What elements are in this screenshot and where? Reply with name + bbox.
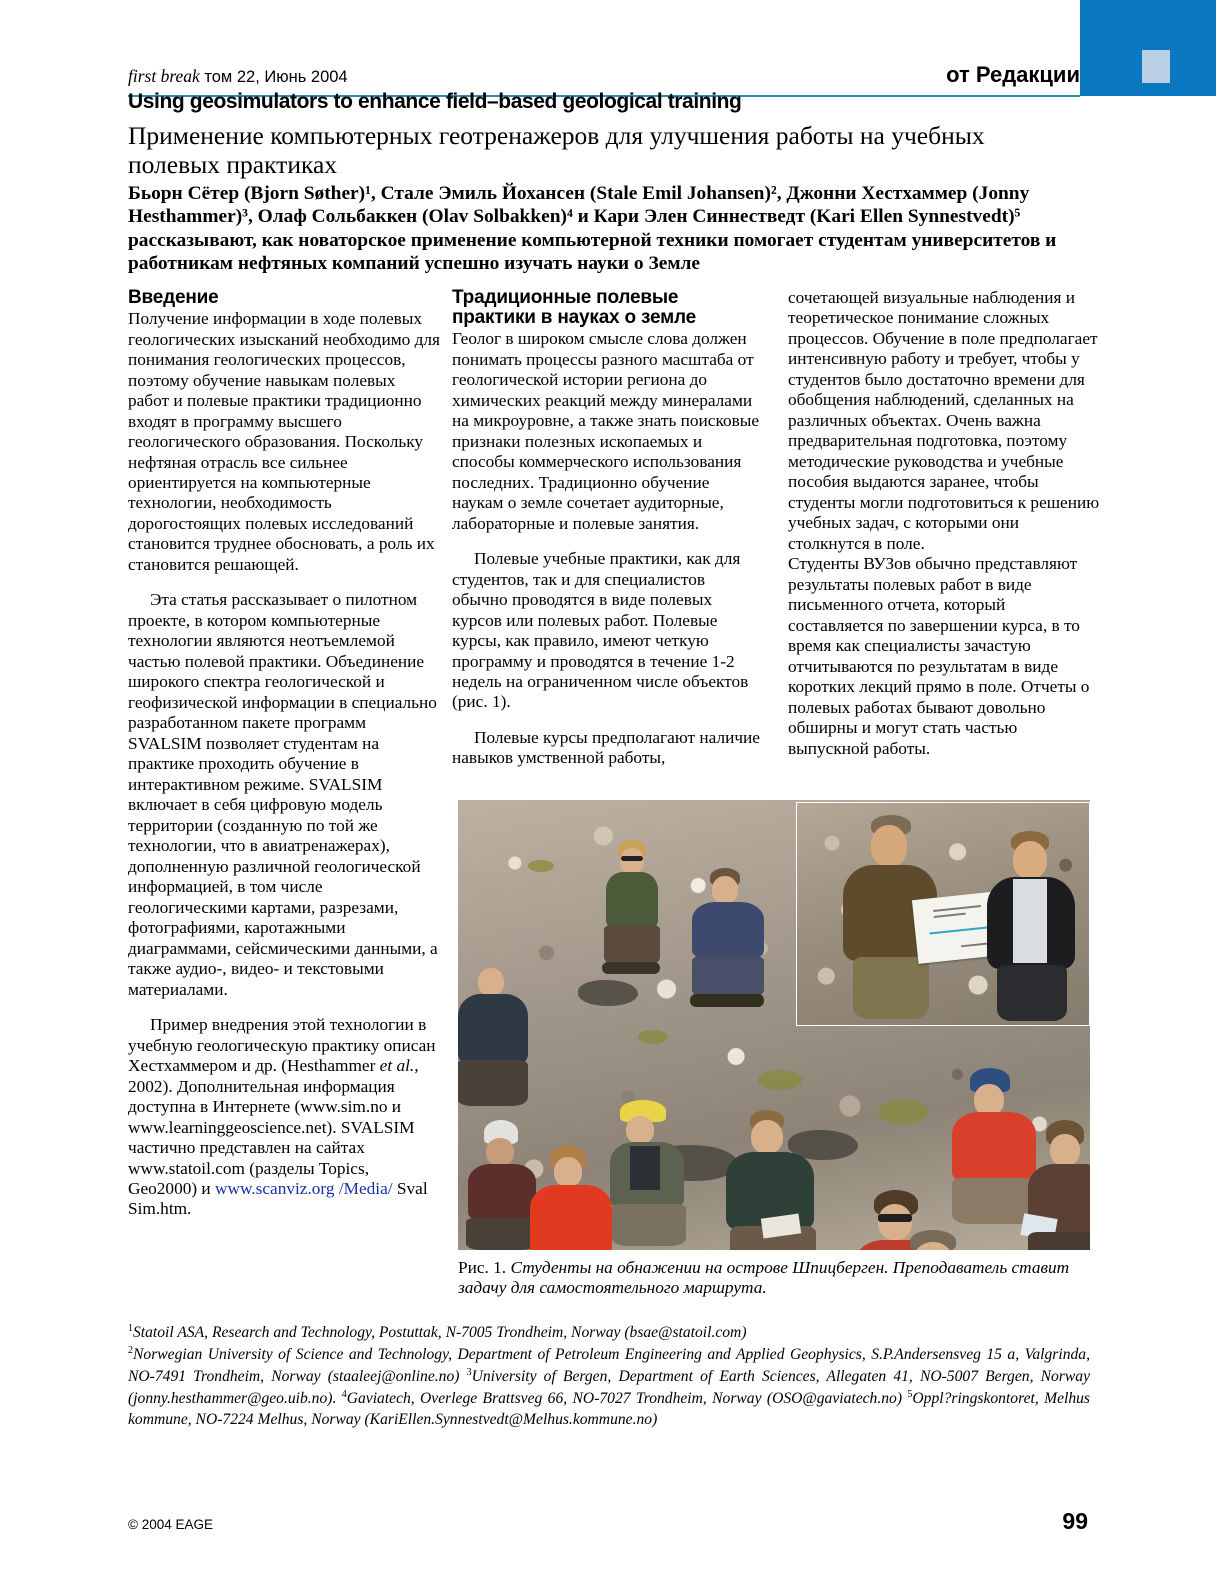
head (751, 1120, 783, 1154)
legs-khaki (853, 957, 929, 1019)
footnote-text: Gaviatech, Overlege Brattsveg 66, NO-7027 Trondheim, Norway (OSO@gaviatech.no) (346, 1389, 908, 1407)
legs (1028, 1232, 1090, 1250)
footnote-marker: 4 (341, 1388, 347, 1400)
authors-standfirst: Бьорн Сётер (Bjorn Søther)¹, Стале Эмиль Йохансен (Stale Emil Johansen)², Джонни Хестхаммер (Jonny Hesthammer)³, Олаф Сольбаккен (Olav Solbakken)⁴ и Кари Элен Синнестведт (Kari Ellen Synnestvedt)⁵ рассказывают, как новаторское применение компьютерной техники помогает студентам университетов и работникам нефтяных компаний успешно изучать науки о Земле (128, 183, 1057, 274)
footnote-marker: 5 (907, 1388, 913, 1400)
figure-1-photo (458, 800, 1090, 1250)
sunglasses (878, 1214, 912, 1222)
head (626, 1116, 654, 1144)
student-black-jacket (985, 831, 1085, 1021)
footnote-text: Statoil ASA, Research and Technology, Postuttak, N-7005 Trondheim, Norway (bsae@statoil.com) (133, 1324, 747, 1342)
section-heading-traditional-field: Традиционные полевые практики в науках о земле (452, 287, 696, 329)
column-1 (128, 288, 440, 1220)
paragraph (128, 1015, 440, 1220)
head (1013, 841, 1047, 879)
figure-label: Рис. 1. (458, 1258, 511, 1277)
legs (612, 1204, 686, 1246)
moss-patch (638, 1030, 668, 1044)
inset-photo-instructor (796, 802, 1090, 1026)
footnote-marker: 2 (128, 1344, 133, 1356)
person-seated-blue-jacket (686, 868, 772, 1008)
torso-dark-jacket (458, 994, 528, 1064)
head (486, 1138, 514, 1166)
person-foreground-sunglasses-man (886, 1230, 996, 1250)
publisher-logo (1080, 0, 1216, 96)
footnote-text: Oppl?ringskontoret, Melhus kommune, NO-7224 Melhus, Norway (KariEllen.Synnestvedt@Melhus.kommune.no) (128, 1389, 1090, 1428)
legs (458, 1060, 528, 1106)
head (712, 876, 738, 904)
footnote-marker: 3 (466, 1366, 472, 1378)
paper-subtitle-line (934, 913, 966, 918)
head (554, 1157, 582, 1187)
torso-blue-jacket (692, 902, 764, 958)
page-number: 99 (1062, 1508, 1088, 1534)
legs (604, 925, 660, 965)
boots (690, 994, 764, 1007)
paragraph: сочетающей визуальные наблюдения и теоретическое понимание сложных процессов. Обучение в поле предполагает интенсивную работу и требует, чтобы у студентов было достаточно времени для обобщения наблюдений, сделанных на различных объектах. Очень важна предварительная подготовка, поэтому методические руководства и учебные пособия выдаются заранее, чтобы студенты могли подготовиться к решению учебных задач, с которыми они столкнутся в поле. (788, 288, 1100, 553)
footnote-text: Norwegian University of Science and Technology, Department of Petroleum Engineering and Applied Geophysics, S.P.Andersensveg 15 a, Valgrinda, NO-7491 Trondheim, Norway (staaleej@online.no) (128, 1346, 1090, 1386)
journal-name: first break (128, 66, 200, 86)
paragraph: Студенты ВУЗов обычно представляют результаты полевых работ в виде письменного отчета, который составляется по завершении курса, в то время как специалисты зачастую отчитываются по результатам в виде коротких лекций прямо в поле. Отчеты о полевых работах бывают довольно обширны и могут стать частью выпускной работы. (788, 554, 1090, 758)
dark-rock (578, 980, 638, 1006)
person-seated-green-jacket (598, 840, 668, 970)
torso-green-jacket (606, 872, 658, 928)
boots (602, 962, 660, 974)
column-3 (788, 288, 1100, 759)
moss-patch (758, 1070, 802, 1090)
paragraph: Полевые курсы предполагают наличие навыков умственной работы, (452, 727, 760, 768)
scanviz-link[interactable]: www.scanviz.org /Media/ (215, 1178, 393, 1198)
section-label: от Редакции (946, 62, 1080, 87)
head (620, 848, 644, 874)
torso-red-jacket (952, 1112, 1036, 1182)
sunglasses (621, 856, 643, 861)
article-title: Применение компьютерных геотренажеров для улучшения работы на учебных полевых практиках (128, 121, 985, 179)
paper-footer-line (961, 943, 987, 947)
legs (692, 956, 764, 998)
figure-caption (458, 1258, 1093, 1299)
footnote-marker: 1 (128, 1323, 133, 1334)
section-heading-introduction: Введение (128, 287, 219, 308)
copyright-notice: © 2004 EAGE (128, 1517, 213, 1532)
running-head: Using geosimulators to enhance field–based geological training (128, 90, 742, 113)
masthead-journal-line (128, 66, 348, 87)
journal-volume-date: том 22, Июнь 2004 (199, 68, 348, 86)
person-partial-left (458, 960, 534, 1110)
head (871, 825, 907, 867)
person-yellow-hat (606, 1100, 692, 1250)
head (1050, 1134, 1080, 1166)
torso-red-jacket (530, 1185, 612, 1250)
legs-dark (997, 965, 1067, 1021)
moss-patch (528, 860, 554, 872)
paragraph: Полевые учебные практики, как для студентов, так и для специалистов обычно проводятся в виде полевых курсов или полевых работ. Полевые курсы, как правило, имеют четкую программу и проводятся в течение 1-2 недель на ограниченном числе объектов (рис. 1). (452, 549, 749, 712)
footnote-text: University of Bergen, Department of Earth Sciences, Allegaten 41, NO-5007 Bergen, Norway (jonny.hesthammer@geo.uib.no). (128, 1368, 1090, 1407)
paragraph-text: Пример внедрения этой технологии в учебную геологическую практику описан Хестхаммером и др. (Hesthammer (128, 1015, 436, 1076)
person-green-sweater-center (718, 1110, 828, 1250)
logo-inner-square (1142, 50, 1170, 83)
latin-et-al: et al., (379, 1056, 419, 1076)
paragraph-text: 2002). Дополнительная информация доступна в Интернете (www.sim.no и www.learninggeoscience.net). SVALSIM частично представлен на сайтах www.statoil.com (разделы Topics, Geo2000) и (128, 1076, 415, 1198)
paragraph: Геолог в широком смысле слова должен понимать процессы разного масштаба от геологической истории региона до химических реакций между минералами на микроуровне, а также знать поисковые признаки полезных ископаемых и способы коммерческого использования последних. Традиционно обучение наукам о земле сочетает аудиторные, лабораторные и полевые занятия. (452, 329, 760, 533)
inner-white-shirt (1013, 879, 1047, 963)
paragraph: Получение информации в ходе полевых геологических изысканий необходимо для понимания геологических процессов, поэтому обучение навыкам полевых работ и полевые практики традиционно входят в программу высшего геологического образования. Поскольку нефтяная отрасль все сильнее ориентируется на компьютерные технологии, необходимость дорогостоящих полевых исследований становится труднее обосновать, а роль их становится решающей. (128, 309, 440, 574)
figure-caption-text: Студенты на обнажении на острове Шпицберген. Преподаватель ставит задачу для самостоятельного маршрута. (458, 1258, 1070, 1298)
paragraph: Эта статья рассказывает о пилотном проекте, в котором компьютерные технологии являются неотъемлемой частью полевой практики. Объединение широкого спектра геологической и геофизической информации в специально разработанном пакете программ SVALSIM позволяет студентам на практике проходить обучение в интерактивном режиме. SVALSIM включает в себя цифровую модель территории (созданную по той же технологии, что в авиатренажерах), дополненную различной геологической информацией, в том числе геологическими картами, разрезами, фотографиями, каротажными диаграммами, сейсмическими данными, а также аудио-, видео- и текстовыми материалами. (128, 590, 438, 999)
author-affiliation-footnotes (128, 1322, 1090, 1430)
paragraph-text: Sval Sim.htm. (128, 1178, 428, 1219)
column-2 (452, 288, 764, 769)
vest-inner (630, 1146, 660, 1190)
head (478, 968, 504, 996)
person-right-notebook (1028, 1120, 1090, 1250)
paper-title-line (933, 905, 981, 912)
moss-patch (878, 1100, 928, 1124)
